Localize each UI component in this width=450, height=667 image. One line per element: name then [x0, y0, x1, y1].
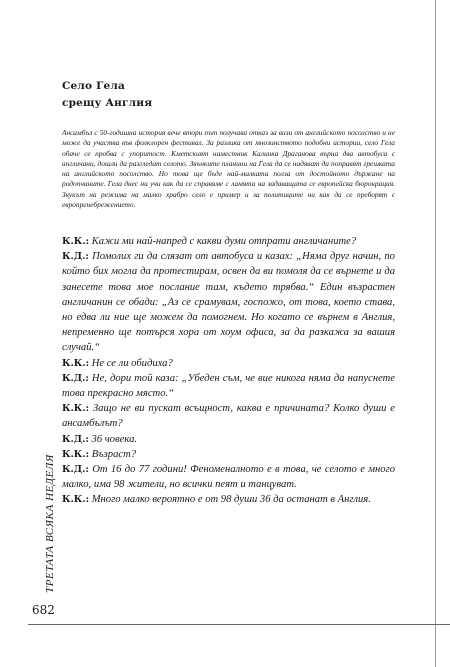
dialogue-turn [62, 492, 395, 507]
running-title: ТРЕТАТА ВСЯКА НЕДЕЛЯ [44, 454, 56, 593]
speaker-label: К.К.: [62, 236, 90, 247]
speaker-label: К.К.: [62, 494, 90, 506]
heading-line-1: Село Гела [62, 80, 126, 92]
speaker-label: К.Д.: [62, 464, 89, 476]
turn-text: Не се ли обидиха? [91, 357, 173, 369]
turn-text: Кажи ми най-напред с какви думи отпрати англичаните? [91, 236, 357, 247]
page-number: 682 [32, 603, 55, 617]
dialogue-turn [62, 401, 395, 431]
dialogue-turn [62, 447, 395, 462]
turn-text: Не, дори той каза: „Убеден съм, че вие никога няма да напуснете това прекрасно място.“ [62, 372, 395, 400]
article-heading [62, 78, 362, 112]
dialogue-turn [62, 432, 395, 447]
speaker-label: К.Д.: [62, 251, 89, 263]
turn-text: Помолих ги да слязат от автобуса и казах: „Няма друг начин, по който бих могла да протестирам, освен да ви помоля да се върнете и да занесете това мое послание там, където трябва.“ Един възрастен англичанин се обади: „Аз се срамувам, госпожо, от това, което става, но едва ли ние ще можем да помогнем. Но когато се върнем в Англия, непременно ще потърся хора от хоум офиса, за да разкажа за вашия случай.“ [62, 251, 395, 354]
footer-rule [28, 624, 450, 625]
speaker-label: К.Д.: [62, 372, 89, 384]
dialogue-turn [62, 356, 395, 371]
speaker-label: К.Д.: [62, 433, 89, 445]
turn-text: От 16 до 77 години! Феноменалното е в това, че селото е много малко, има 98 жители, но всички пеят и танцуват. [62, 464, 395, 491]
turn-text: Възраст? [91, 448, 137, 460]
interview-dialogue [62, 234, 395, 508]
speaker-label: К.К.: [62, 357, 90, 369]
page-edge-line [435, 0, 436, 667]
intro-paragraph: Ансамбъл с 50-годишна история вече втори път получава отказ за визи от английското посолство и не може да участва във фолклорен фестивал. За разлика от мнозинството подобни истории, село Гела обаче се пробва с упоритост. Кметският наместник Калинка Драганова върна два автобуса с англичани, дошли да разгледат селото. Звънките планини на Гела да се надяват да поправят грешката на английското посолство. Но това ще бъде най-малката полза от достойното държане на родопчаните. Гела днес ни учи как да се справяме с ламята на задаващата се европейска бюрокрация. Звукът на режима на малко храбро село е пример и за политиците ни как да се преборят с европренебрежението. [62, 128, 395, 210]
speaker-label: К.К.: [62, 448, 90, 460]
dialogue-turn [62, 234, 395, 249]
dialogue-turn [62, 371, 395, 401]
speaker-label: К.К.: [62, 403, 90, 415]
turn-text: Защо не ви пускат всъщност, каква е причината? Колко души е ансамбълът? [62, 403, 395, 430]
turn-text: Много малко вероятно е от 98 души 36 да останат в Англия. [91, 494, 371, 506]
dialogue-turn [62, 249, 395, 355]
dialogue-turn [62, 462, 395, 492]
heading-line-2: срещу Англия [62, 97, 153, 109]
turn-text: 36 човека. [91, 433, 138, 445]
